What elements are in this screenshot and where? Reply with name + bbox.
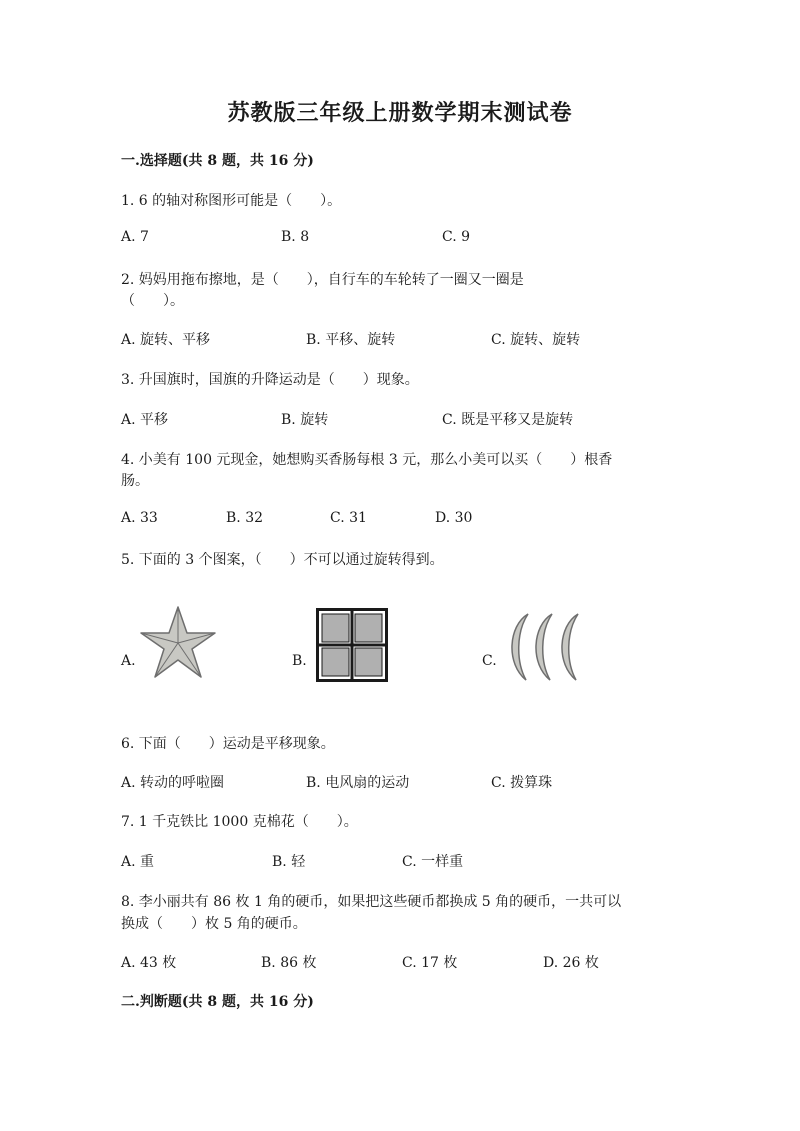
q5-label-c: C. — [482, 653, 497, 669]
page-title: 苏教版三年级上册数学期末测试卷 — [227, 100, 573, 126]
q2-option-c: C. 旋转、旋转 — [491, 332, 581, 348]
question-5: 5. 下面的 3 个图案，（ ）不可以通过旋转得到。 — [121, 552, 444, 568]
section-heading-choice: 一.选择题(共 8 题，共 16 分) — [121, 153, 314, 169]
question-4-line-2: 肠。 — [121, 473, 149, 489]
question-6: 6. 下面（ ）运动是平移现象。 — [121, 736, 335, 752]
q2-option-b: B. 平移、旋转 — [306, 332, 396, 348]
q3-option-b: B. 旋转 — [281, 412, 329, 428]
q1-option-a: A. 7 — [121, 229, 149, 245]
q3-option-a: A. 平移 — [121, 412, 169, 428]
q8-option-a: A. 43 枚 — [121, 955, 177, 971]
q5-label-a: A. — [121, 653, 136, 669]
q4-option-b: B. 32 — [226, 510, 264, 526]
q7-option-c: C. 一样重 — [402, 854, 464, 870]
q4-option-d: D. 30 — [435, 510, 473, 526]
question-4-line-1: 4. 小美有 100 元现金，她想购买香肠每根 3 元，那么小美可以买（ ）根香 — [121, 452, 613, 468]
q4-option-c: C. 31 — [330, 510, 367, 526]
q6-option-c: C. 拨算珠 — [491, 775, 553, 791]
q2-option-a: A. 旋转、平移 — [121, 332, 211, 348]
question-3: 3. 升国旗时，国旗的升降运动是（ ）现象。 — [121, 372, 419, 388]
q7-option-b: B. 轻 — [272, 854, 306, 870]
four-squares-figure-icon — [316, 608, 388, 682]
q3-option-c: C. 既是平移又是旋转 — [442, 412, 574, 428]
q4-option-a: A. 33 — [121, 510, 158, 526]
question-2-line-2: （ ）。 — [121, 293, 184, 309]
q6-option-b: B. 电风扇的运动 — [306, 775, 410, 791]
question-8-line-2: 换成（ ）枚 5 角的硬币。 — [121, 916, 307, 932]
q8-option-d: D. 26 枚 — [543, 955, 599, 971]
q5-label-b: B. — [292, 653, 307, 669]
question-2-line-1: 2. 妈妈用拖布擦地，是（ ），自行车的车轮转了一圈又一圈是 — [121, 272, 524, 288]
question-1: 1. 6 的轴对称图形可能是（ ）。 — [121, 193, 342, 209]
q8-option-c: C. 17 枚 — [402, 955, 458, 971]
question-7: 7. 1 千克铁比 1000 克棉花（ ）。 — [121, 814, 358, 830]
section-heading-judgement: 二.判断题(共 8 题，共 16 分) — [121, 994, 314, 1010]
q6-option-a: A. 转动的呼啦圈 — [121, 775, 225, 791]
star-figure-icon — [139, 605, 217, 681]
q8-option-b: B. 86 枚 — [261, 955, 317, 971]
crescents-figure-icon — [502, 612, 584, 682]
q1-option-c: C. 9 — [442, 229, 471, 245]
q1-option-b: B. 8 — [281, 229, 310, 245]
question-8-line-1: 8. 李小丽共有 86 枚 1 角的硬币，如果把这些硬币都换成 5 角的硬币，一共可以 — [121, 894, 622, 910]
q7-option-a: A. 重 — [121, 854, 155, 870]
